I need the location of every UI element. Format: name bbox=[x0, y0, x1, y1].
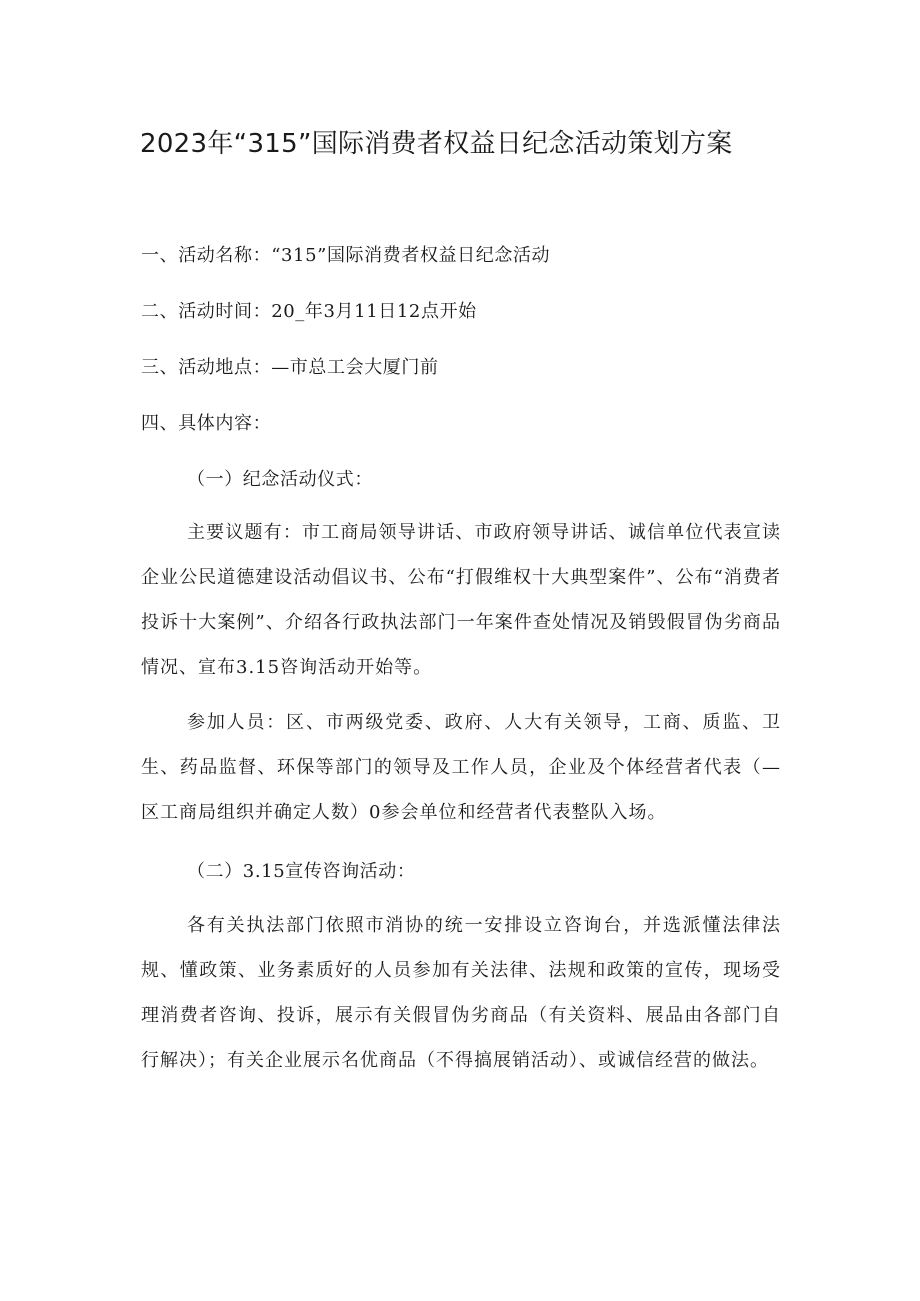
paragraph-participants: 参加人员：区、市两级党委、政府、人大有关领导，工商、质监、卫生、药品监督、环保等部门的领导及工作人员，企业及个体经营者代表（—区工商局组织并确定人数）0参会单位和经营者代表整队入场。 bbox=[141, 712, 781, 823]
item-activity-name: 一、活动名称：“315”国际消费者权益日纪念活动 bbox=[141, 245, 551, 266]
item-activity-location: 三、活动地点：—市总工会大厦门前 bbox=[141, 357, 439, 378]
item-activity-time: 二、活动时间：20_年3月11日12点开始 bbox=[141, 301, 477, 322]
subheading-ceremony: （一）纪念活动仪式： bbox=[187, 469, 373, 490]
item-specific-content: 四、具体内容： bbox=[141, 413, 272, 434]
paragraph-agenda: 主要议题有：市工商局领导讲话、市政府领导讲话、诚信单位代表宣读企业公民道德建设活动倡议书、公布“打假维权十大典型案件”、公布“消费者投诉十大案例”、介绍各行政执法部门一年案件查处情况及销毁假冒伪劣商品情况、宣布3.15咨询活动开始等。 bbox=[141, 522, 781, 678]
document-title: 2023年“315”国际消费者权益日纪念活动策划方案 bbox=[140, 129, 733, 159]
paragraph-consultation: 各有关执法部门依照市消协的统一安排设立咨询台，并选派懂法律法规、懂政策、业务素质好的人员参加有关法律、法规和政策的宣传，现场受理消费者咨询、投诉，展示有关假冒伪劣商品（有关资料、展品由各部门自行解决）；有关企业展示名优商品（不得搞展销活动）、或诚信经营的做法。 bbox=[141, 915, 781, 1071]
subheading-consultation: （二）3.15宣传咨询活动： bbox=[187, 861, 416, 882]
